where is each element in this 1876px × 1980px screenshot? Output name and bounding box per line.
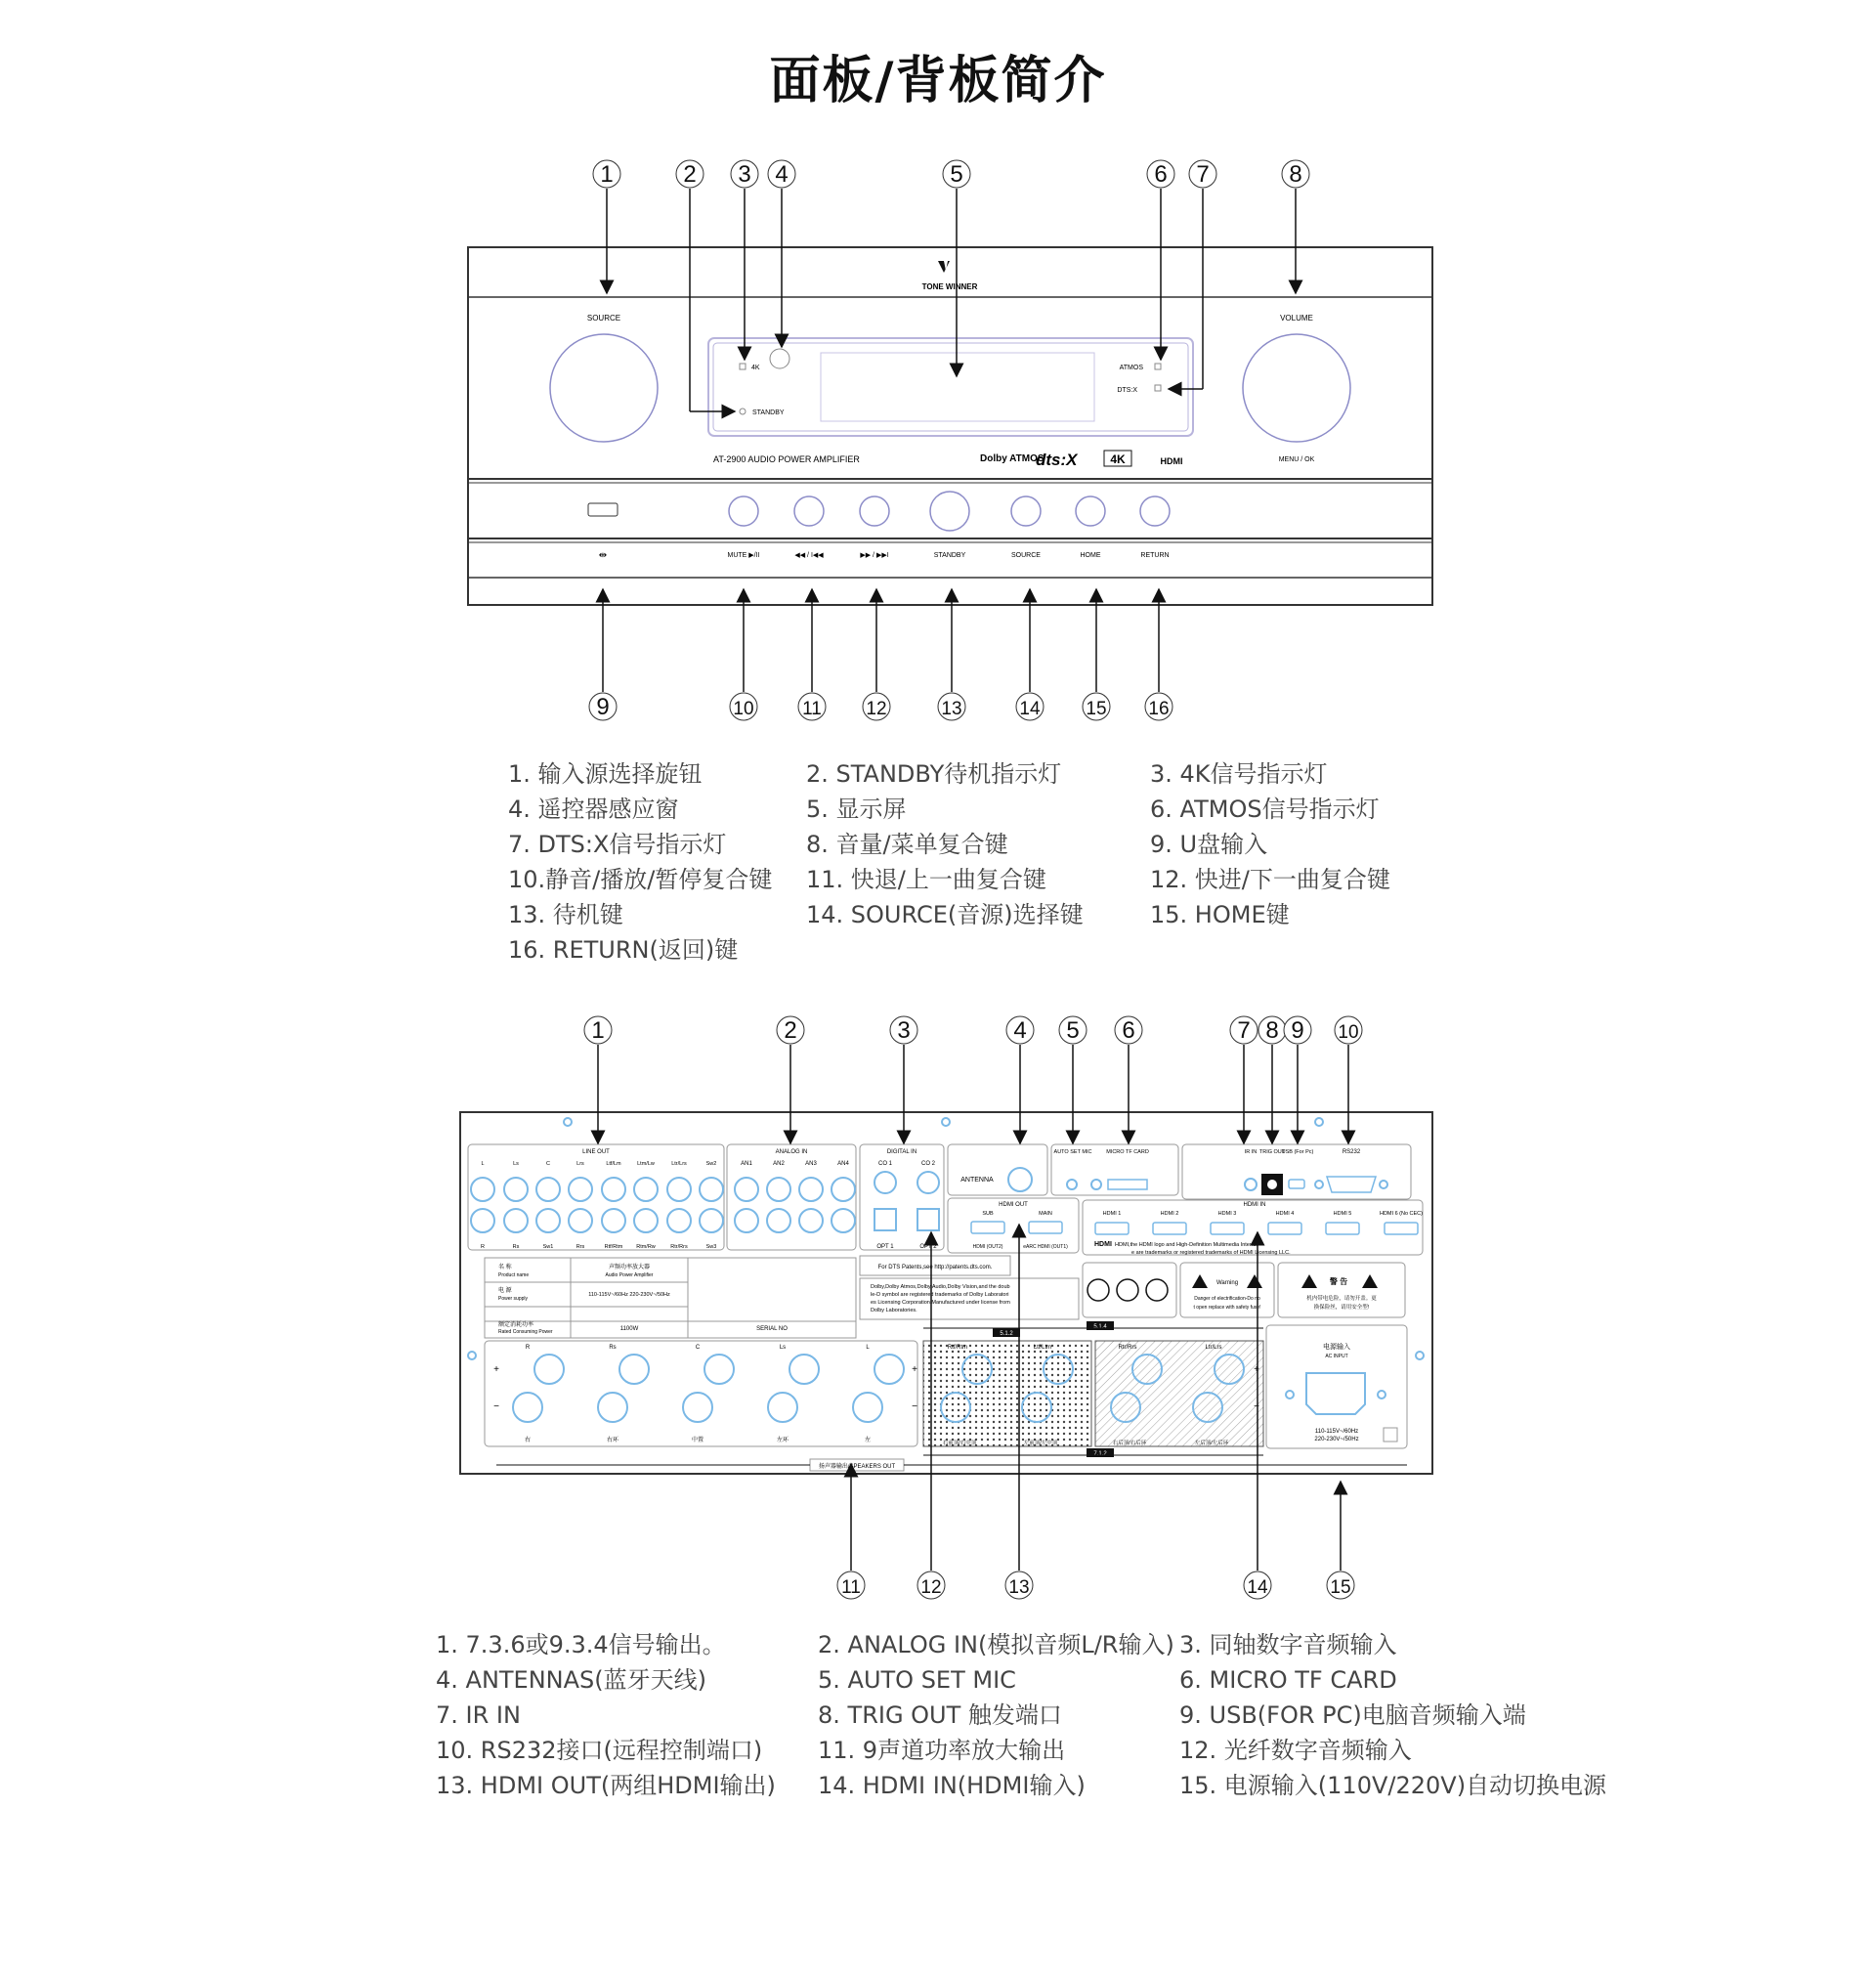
rca-jack[interactable]: [700, 1209, 723, 1232]
speaker-post-plus[interactable]: [789, 1355, 819, 1384]
legend-item: 10.静音/播放/暂停复合键: [508, 866, 773, 893]
rear-label: Sw2: [705, 1161, 717, 1167]
legend-item: 1. 7.3.6或9.3.4信号输出。: [436, 1631, 726, 1658]
legend-item: 5. 显示屏: [806, 796, 907, 823]
callout-number: 12: [866, 699, 887, 719]
4k-logo: 4K: [1110, 452, 1126, 466]
rca-jack[interactable]: [799, 1178, 823, 1201]
hdmi-in-port[interactable]: [1211, 1223, 1244, 1234]
legend-item: 9. U盘输入: [1150, 831, 1268, 858]
rear-label: 右环: [606, 1438, 619, 1443]
callout-number: 2: [683, 161, 697, 188]
rear-label: Rs: [512, 1244, 520, 1250]
legend-item: 14. HDMI IN(HDMI输入): [818, 1772, 1086, 1799]
polarity-plus: +: [493, 1364, 499, 1375]
rca-jack[interactable]: [667, 1178, 691, 1201]
rear-label: Product name: [498, 1272, 530, 1278]
mic-jack[interactable]: [1067, 1180, 1077, 1189]
source-label: SOURCE: [586, 314, 621, 323]
callout-number: 7: [1196, 161, 1210, 188]
rear-label: Rrs: [576, 1244, 585, 1250]
speaker-post-minus[interactable]: [853, 1393, 882, 1422]
speaker-post-plus[interactable]: [874, 1355, 904, 1384]
warning-triangle-icon: [1192, 1274, 1208, 1288]
rear-label: Ltf/Ltm: [1033, 1345, 1052, 1351]
rear-label: R: [481, 1244, 485, 1250]
callout-number: 8: [1289, 161, 1302, 188]
rear-label: L: [481, 1161, 485, 1167]
rear-label: C: [695, 1345, 701, 1351]
callout-number: 1: [600, 161, 614, 188]
rear-label: L: [866, 1345, 870, 1351]
front-button-label: SOURCE: [1011, 552, 1041, 559]
hdmi-in-label: HDMI IN: [1243, 1202, 1266, 1208]
ir-in-jack[interactable]: [1245, 1179, 1257, 1190]
callout-number: 7: [1237, 1017, 1251, 1044]
config-tag-label: 5.1.2: [1000, 1331, 1013, 1337]
rca-jack[interactable]: [767, 1178, 790, 1201]
speakers-out-label: 扬声器输出/SPEAKERS OUT: [818, 1464, 896, 1470]
rear-label: SUB: [982, 1211, 994, 1217]
legend-item: 16. RETURN(返回)键: [508, 936, 739, 964]
ir-in-label: IR IN: [1244, 1149, 1258, 1155]
rca-jack[interactable]: [634, 1209, 658, 1232]
4k-indicator-label: 4K: [751, 365, 760, 371]
rear-label: 额定消耗功率: [498, 1322, 534, 1328]
page-title: 面板/背板简介: [769, 52, 1107, 110]
dolby-notice: es Licensing Corporation.Manufactured under license from: [871, 1300, 1010, 1306]
rca-jack[interactable]: [735, 1178, 758, 1201]
hdmi-in-port[interactable]: [1153, 1223, 1186, 1234]
rear-label: Rtf/Rtm: [947, 1345, 968, 1351]
ac-voltage: 110-115V~/60Hz: [1314, 1429, 1359, 1435]
dolby-notice: le-D symbol are registered trademarks of Dolby Laboratori: [871, 1292, 1009, 1298]
legend-item: 9. USB(FOR PC)电脑音频输入端: [1179, 1701, 1526, 1729]
energy-saving-icon: [1146, 1279, 1168, 1301]
legend-item: 3. 同轴数字音频输入: [1179, 1631, 1397, 1658]
rca-jack[interactable]: [569, 1178, 592, 1201]
callout-number: 16: [1148, 699, 1170, 719]
rear-label: 声频功率放大器: [608, 1265, 651, 1270]
callout-number: 1: [591, 1017, 605, 1044]
digital-in-label: DIGITAL IN: [886, 1149, 917, 1155]
front-button-label: STANDBY: [933, 552, 966, 559]
rca-jack[interactable]: [471, 1209, 494, 1232]
rear-label: 右前顶/右中顶: [942, 1441, 977, 1446]
speaker-post-minus[interactable]: [683, 1393, 712, 1422]
polarity-plus: +: [912, 1364, 917, 1375]
rear-legend-col1: [436, 1627, 776, 1803]
legend-item: 12. 光纤数字音频输入: [1179, 1737, 1412, 1764]
legend-item: 4. 遥控器感应窗: [508, 796, 679, 823]
polarity-plus: +: [1254, 1364, 1259, 1375]
rear-label: Ltr/Lrs: [1205, 1345, 1222, 1351]
rear-label: 电 源: [498, 1288, 512, 1294]
rs232-screw: [1315, 1181, 1323, 1188]
usb-pc-label: USB (For Pc): [1281, 1149, 1314, 1155]
rca-jack[interactable]: [536, 1178, 560, 1201]
rear-label: HDMI 3: [1217, 1211, 1237, 1217]
antenna-label: ANTENNA: [960, 1177, 994, 1184]
rear-label: Sw1: [542, 1244, 554, 1250]
rear-label: Rs: [609, 1345, 617, 1351]
legend-item: 15. HOME键: [1150, 901, 1290, 928]
rear-label: Ltm/Lw: [637, 1161, 655, 1167]
legend-item: 11. 快退/上一曲复合键: [806, 866, 1046, 893]
front-button-label: ◀◀ / I◀◀: [794, 552, 824, 559]
polarity-minus: −: [912, 1401, 917, 1412]
legend-item: 10. RS232接口(远程控制端口): [436, 1737, 763, 1764]
legend-item: 11. 9声道功率放大输出: [818, 1737, 1066, 1764]
hdmi-logo-small: HDMI: [1094, 1241, 1112, 1248]
rear-legend-col3: [1179, 1627, 1606, 1803]
rear-label: eARC HDMI (OUT1): [1023, 1244, 1068, 1250]
callout-number: 8: [1265, 1017, 1279, 1044]
hdmi-in-port[interactable]: [1385, 1223, 1418, 1234]
standby-indicator-label: STANDBY: [752, 409, 785, 416]
rear-label: Power supply: [498, 1296, 529, 1302]
trig-out-hole: [1267, 1180, 1277, 1189]
polarity-minus: −: [1254, 1401, 1259, 1412]
rear-label: Lrs: [576, 1161, 584, 1167]
rear-label: Audio Power Amplifier: [605, 1272, 654, 1278]
rca-jack[interactable]: [767, 1209, 790, 1232]
legend-item: 12. 快进/下一曲复合键: [1150, 866, 1390, 893]
callout-number: 4: [775, 161, 789, 188]
warning-en-title: Warning: [1215, 1280, 1239, 1286]
rear-label: HDMI 4: [1275, 1211, 1295, 1217]
dtsx-logo: dts:X: [1036, 451, 1078, 469]
rear-label: HDMI 2: [1160, 1211, 1179, 1217]
hdmi-out-port[interactable]: [971, 1222, 1004, 1233]
rear-label: HDMI 5: [1333, 1211, 1352, 1217]
rear-label: HDMI (OUT2): [972, 1244, 1003, 1250]
callout-number: 10: [733, 699, 754, 719]
rear-label: OPT 2: [919, 1244, 937, 1250]
legend-item: 1. 输入源选择旋钮: [508, 760, 703, 788]
callout-number: 14: [1019, 699, 1041, 719]
dtsx-indicator-label: DTS:X: [1117, 387, 1137, 394]
compliance-icons: [1083, 1263, 1176, 1317]
trig-out-label: TRIG OUT: [1258, 1149, 1286, 1155]
hdmi-notice: HDMI,the HDMI logo and High-Definition Multimedia Interfac: [1115, 1242, 1259, 1248]
rear-label: Rtr/Rrs: [1118, 1345, 1137, 1351]
legend-item: 14. SOURCE(音源)选择键: [806, 901, 1084, 928]
callout-number: 11: [841, 1577, 861, 1598]
rear-legend-col2: [818, 1627, 1174, 1803]
callout-number: 14: [1247, 1577, 1268, 1598]
hdmi-in-port[interactable]: [1268, 1223, 1301, 1234]
rear-label: AN3: [805, 1161, 817, 1167]
atmos-indicator-label: ATMOS: [1119, 365, 1143, 371]
dolby-notice: Dolby,Dolby Atmos,Dolby Audio,Dolby Vision,and the doub: [871, 1284, 1010, 1290]
rear-label: SERIAL NO: [756, 1326, 788, 1332]
callout-number: 5: [1066, 1017, 1080, 1044]
config-tag-label: 5.1.4: [1093, 1324, 1107, 1330]
callout-number: 4: [1013, 1017, 1027, 1044]
polarity-minus: −: [493, 1401, 499, 1412]
rca-jack[interactable]: [667, 1209, 691, 1232]
rear-label: AN2: [773, 1161, 785, 1167]
volume-label: VOLUME: [1280, 314, 1313, 323]
rs232-port[interactable]: [1327, 1177, 1376, 1192]
rca-jack[interactable]: [735, 1209, 758, 1232]
micro-tf-label: MICRO TF CARD: [1106, 1149, 1149, 1155]
rear-label: CO 1: [877, 1161, 893, 1167]
warning-cn-title: 警 告: [1329, 1277, 1348, 1286]
rear-label: Rtf/Rtm: [604, 1244, 623, 1250]
rear-label: AN4: [837, 1161, 849, 1167]
rca-jack[interactable]: [602, 1178, 625, 1201]
usb-icon: ⇹: [598, 550, 608, 561]
legend-item: 13. 待机键: [508, 901, 623, 928]
double-insulation-icon: [1384, 1428, 1397, 1442]
rear-label: 左前顶/左中顶: [1023, 1441, 1058, 1446]
rca-jack[interactable]: [634, 1178, 658, 1201]
front-button-label: MUTE ▶/II: [727, 552, 760, 559]
rear-label: Sw3: [705, 1244, 717, 1250]
callout-number: 9: [1291, 1017, 1304, 1044]
rs232-label: RS232: [1342, 1149, 1361, 1155]
rca-jack[interactable]: [831, 1209, 855, 1232]
rear-label: Rtm/Rw: [636, 1244, 656, 1250]
rear-label: 右后顶/右后环: [1112, 1441, 1147, 1446]
menu-ok-label: MENU / OK: [1278, 456, 1315, 463]
speaker-post-minus[interactable]: [513, 1393, 542, 1422]
recycle-bin-icon: [1087, 1279, 1109, 1301]
legend-item: 2. STANDBY待机指示灯: [806, 760, 1062, 788]
hdmi-out-port[interactable]: [1029, 1222, 1062, 1233]
warning-en-text: t open replace with safety fuse!: [1193, 1305, 1261, 1311]
front-button-label: ▶▶ / ▶▶I: [860, 552, 889, 559]
rca-jack[interactable]: [569, 1209, 592, 1232]
rca-jack[interactable]: [831, 1178, 855, 1201]
hdmi-out-label: HDMI OUT: [999, 1202, 1028, 1208]
rca-jack[interactable]: [504, 1209, 528, 1232]
line-out-label: LINE OUT: [582, 1149, 610, 1155]
nameplate: [485, 1258, 856, 1338]
hdmi-notice: e are trademarks or registered trademarks of HDMI Licensing LLC.: [1131, 1250, 1291, 1256]
front-button-label: HOME: [1080, 552, 1101, 559]
callout-number: 12: [920, 1577, 942, 1598]
rear-label: 左后顶/左后环: [1194, 1441, 1229, 1446]
rca-jack[interactable]: [700, 1178, 723, 1201]
callout-number: 15: [1086, 699, 1107, 719]
ac-inlet[interactable]: [1306, 1373, 1365, 1414]
rear-label: R: [525, 1345, 531, 1351]
rear-label: Rtr/Rrs: [670, 1244, 688, 1250]
legend-item: 7. DTS:X信号指示灯: [508, 831, 727, 858]
rca-jack[interactable]: [504, 1178, 528, 1201]
auto-set-mic-label: AUTO SET MIC: [1053, 1149, 1092, 1155]
ac-voltage: 220-230V~/50Hz: [1314, 1437, 1359, 1442]
ac-screw: [1286, 1391, 1294, 1399]
callout-number: 10: [1338, 1022, 1359, 1043]
rear-label: HDMI 1: [1102, 1211, 1122, 1217]
callout-number: 6: [1154, 161, 1168, 188]
rear-label: Ltr/Lrs: [671, 1161, 687, 1167]
mic-screw: [1091, 1180, 1101, 1189]
ac-input-label-cn: 电源输入: [1323, 1344, 1350, 1351]
legend-item: 15. 电源输入(110V/220V)自动切换电源: [1179, 1772, 1607, 1799]
antenna-section: [948, 1144, 1047, 1195]
dolby-notice: Dolby Laboratories.: [871, 1308, 917, 1313]
callout-number: 13: [1008, 1577, 1030, 1598]
no-dispose-icon: [1117, 1279, 1138, 1301]
rear-label: Ls: [779, 1345, 787, 1351]
ac-screw: [1378, 1391, 1386, 1399]
hdmi-in-port[interactable]: [1326, 1223, 1359, 1234]
rear-label: 左: [864, 1438, 872, 1443]
legend-item: 3. 4K信号指示灯: [1150, 760, 1328, 788]
rca-jack[interactable]: [471, 1178, 494, 1201]
speaker-post-minus[interactable]: [768, 1393, 797, 1422]
rear-label: C: [546, 1161, 550, 1167]
rear-label: CO 2: [920, 1161, 936, 1167]
warning-triangle-icon: [1362, 1274, 1378, 1288]
rear-label: 110-115V~/60Hz 220-230V~/50Hz: [588, 1292, 670, 1298]
rear-label: 名 称: [498, 1265, 512, 1270]
rear-label: Ls: [513, 1161, 519, 1167]
callout-number: 15: [1330, 1577, 1351, 1598]
rs232-screw: [1380, 1181, 1387, 1188]
speaker-post-plus[interactable]: [704, 1355, 734, 1384]
model-text: AT-2900 AUDIO POWER AMPLIFIER: [713, 454, 860, 464]
callout-number: 2: [784, 1017, 797, 1044]
analog-in-label: ANALOG IN: [775, 1149, 808, 1155]
legend-item: 7. IR IN: [436, 1701, 521, 1729]
rear-label: AN1: [741, 1161, 752, 1167]
usb-pc-port[interactable]: [1289, 1180, 1304, 1188]
dts-notice: For DTS Patents,see http://patents.dts.com.: [877, 1265, 993, 1270]
legend-item: 8. TRIG OUT 触发端口: [818, 1701, 1062, 1729]
legend-item: 4. ANTENNAS(蓝牙天线): [436, 1666, 707, 1694]
warning-cn-text: 机内带电危险，请勿开盖。更: [1306, 1296, 1377, 1302]
callout-number: 11: [802, 699, 822, 719]
rear-label: 中置: [691, 1438, 704, 1443]
rca-jack[interactable]: [602, 1209, 625, 1232]
coax-jack[interactable]: [917, 1172, 939, 1193]
optical-port[interactable]: [874, 1209, 896, 1230]
legend-item: 2. ANALOG IN(模拟音频L/R输入): [818, 1631, 1174, 1658]
legend-item: 6. ATMOS信号指示灯: [1150, 796, 1380, 823]
callout-number: 6: [1122, 1017, 1135, 1044]
warning-cn-text: 换保险丝，请用安全型!: [1313, 1305, 1370, 1311]
legend-item: 5. AUTO SET MIC: [818, 1666, 1016, 1694]
config-tag-label: 7.1.2: [1093, 1451, 1107, 1457]
micro-tf-slot[interactable]: [1108, 1180, 1147, 1189]
callout-number: 3: [738, 161, 751, 188]
ac-input-label-en: AC INPUT: [1325, 1354, 1348, 1359]
antenna-jack[interactable]: [1008, 1168, 1032, 1191]
rear-label: Rated Consuming Power: [498, 1329, 553, 1335]
hdmi-logo: HDMI: [1160, 456, 1183, 466]
rca-jack[interactable]: [799, 1209, 823, 1232]
coax-jack[interactable]: [874, 1172, 896, 1193]
legend-item: 13. HDMI OUT(两组HDMI输出): [436, 1772, 776, 1799]
optical-port[interactable]: [917, 1209, 939, 1230]
rear-label: OPT 1: [876, 1244, 894, 1250]
rca-jack[interactable]: [536, 1209, 560, 1232]
rear-label: 1100W: [619, 1326, 639, 1332]
front-button-label: RETURN: [1140, 552, 1170, 559]
rear-label: MAIN: [1039, 1211, 1052, 1217]
rear-label: 左环: [776, 1438, 789, 1443]
warning-triangle-icon: [1301, 1274, 1317, 1288]
callout-number: 13: [941, 699, 962, 719]
brand-text: TONE WINNER: [921, 282, 978, 291]
warning-en-text: Danger of electrification-Do no: [1194, 1296, 1260, 1302]
callout-number: 3: [897, 1017, 911, 1044]
hdmi-in-port[interactable]: [1095, 1223, 1129, 1234]
rear-label: HDMI 6 (No CEC): [1379, 1211, 1424, 1217]
callout-number: 9: [596, 694, 610, 720]
warning-triangle-icon: [1247, 1274, 1262, 1288]
rear-label: 右: [524, 1438, 532, 1443]
speaker-post-minus[interactable]: [598, 1393, 627, 1422]
callout-number: 5: [950, 161, 963, 188]
speaker-post-plus[interactable]: [619, 1355, 649, 1384]
speaker-post-plus[interactable]: [534, 1355, 564, 1384]
legend-item: 8. 音量/菜单复合键: [806, 831, 1008, 858]
rear-label: Ltf/Lm: [606, 1161, 621, 1167]
legend-item: 6. MICRO TF CARD: [1179, 1666, 1397, 1694]
dolby-atmos-logo: Dolby ATMOS: [980, 453, 1045, 464]
